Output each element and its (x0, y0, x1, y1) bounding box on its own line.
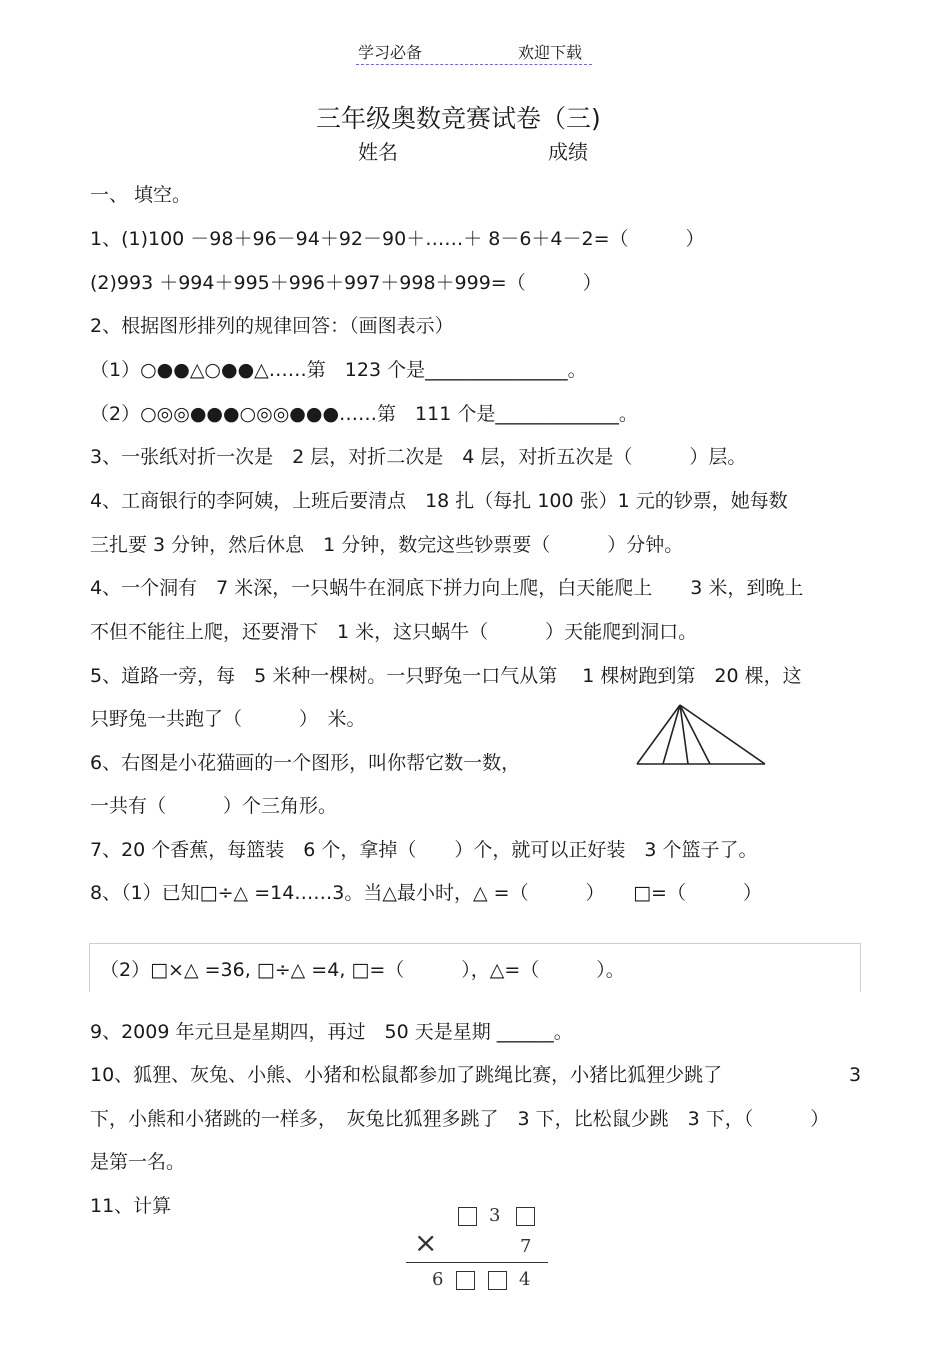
question-10-line3: 是第一名。 (90, 1151, 186, 1173)
question-10-line1-number: 3 (849, 1064, 862, 1086)
question-4a-line1: 4、工商银行的李阿姨，上班后要清点 18 扎（每扎 100 张）1 元的钞票，她每数 (90, 490, 788, 512)
header-left: 学习必备 (358, 43, 423, 62)
question-6-line1: 6、右图是小花猫画的一个图形，叫你帮它数一数， (90, 752, 521, 774)
question-5-line1: 5、道路一旁，每 5 米种一棵树。一只野兔一口气从第 1 棵树跑到第 20 棵，这 (90, 665, 802, 687)
digit: 7 (520, 1236, 532, 1257)
question-4b-line1: 4、一个洞有 7 米深，一只蜗牛在洞底下拼力向上爬，白天能爬上 3 米，到晚上 (90, 577, 804, 599)
section-heading: 一、 填空。 (90, 184, 192, 206)
digit: 4 (519, 1269, 531, 1290)
answer-box[interactable] (456, 1271, 475, 1290)
question-2-2: （2）○◎◎●●●○◎◎●●●……第 111 个是_____________。 (90, 403, 638, 425)
triangle-figure (630, 698, 770, 768)
name-label: 姓名 (358, 140, 398, 164)
question-8-1: 8、（1）已知□÷△ =14……3。当△最小时，△ =（ ） □=（ ） (90, 882, 762, 904)
question-3: 3、一张纸对折一次是 2 层，对折二次是 4 层，对折五次是（ ）层。 (90, 446, 747, 468)
question-1a: 1、(1)100 －98＋96－94＋92－90＋……＋ 8－6＋4－2=（ ） (90, 228, 705, 250)
question-2: 2、根据图形排列的规律回答：（画图表示） (90, 315, 454, 337)
question-1b: (2)993 ＋994＋995＋996＋997＋998＋999=（ ） (90, 272, 602, 294)
question-8-2: （2）□×△ =36, □÷△ =4, □=（ ），△=（ ）。 (100, 959, 625, 981)
question-10-line2: 下，小熊和小猪跳的一样多， 灰兔比狐狸多跳了 3 下，比松鼠少跳 3 下，（ ） (90, 1108, 830, 1130)
question-5-line2: 只野兔一共跑了（ ） 米。 (90, 708, 366, 730)
page-title: 三年级奥数竞赛试卷（三) (316, 104, 601, 133)
question-11: 11、计算 (90, 1195, 172, 1217)
question-4b-line2: 不但不能往上爬，还要滑下 1 米，这只蜗牛（ ）天能爬到洞口。 (90, 621, 698, 643)
result-line (406, 1262, 548, 1263)
question-2-1: （1）○●●△○●●△……第 123 个是_______________。 (90, 359, 587, 381)
question-7: 7、20 个香蕉，每篮装 6 个，拿掉（ ）个，就可以正好装 3 个篮子了。 (90, 839, 758, 861)
answer-box[interactable] (488, 1271, 507, 1290)
times-sign: × (414, 1226, 438, 1259)
answer-box[interactable] (458, 1207, 477, 1226)
question-4a-line2: 三扎要 3 分钟，然后休息 1 分钟，数完这些钞票要（ ）分钟。 (90, 534, 684, 556)
answer-box[interactable] (516, 1207, 535, 1226)
score-label: 成绩 (548, 140, 588, 164)
question-6-line2: 一共有（ ）个三角形。 (90, 795, 338, 817)
question-10-line1: 10、狐狸、灰兔、小熊、小猪和松鼠都参加了跳绳比赛，小猪比狐狸少跳了 (90, 1064, 723, 1086)
digit: 3 (489, 1205, 501, 1226)
header-underline (356, 64, 592, 65)
question-9: 9、2009 年元旦是星期四，再过 50 天是星期 ______。 (90, 1021, 573, 1043)
header-right: 欢迎下载 (518, 43, 583, 62)
digit: 6 (432, 1269, 444, 1290)
